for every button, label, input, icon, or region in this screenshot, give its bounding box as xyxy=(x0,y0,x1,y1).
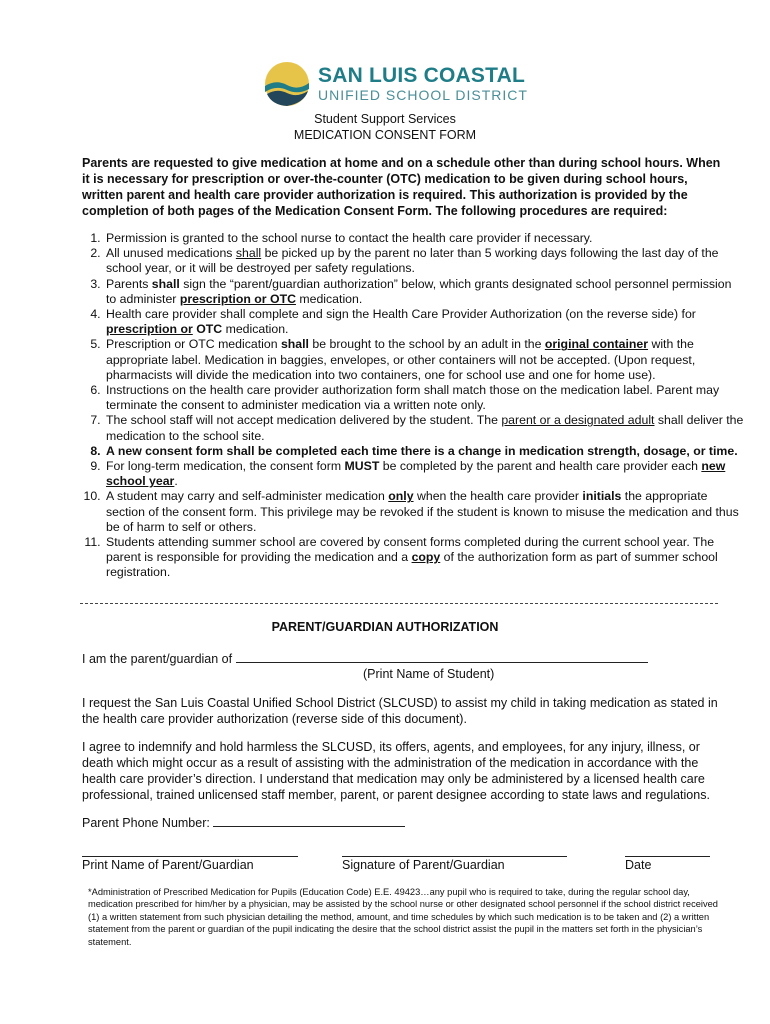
indemnify-paragraph: I agree to indemnify and hold harmless the SLCUSD, its offers, agents, and employees, for any injury, illness, or death which might occur as a result of assisting with the administration of the medication in accordance with the health care provider’s direction. I understand that medication may only be administered by a licensed health care professional, trained unlicensed staff member, parent, or parent designee according to state laws and regulations. xyxy=(82,740,710,802)
list-item: 6. Instructions on the health care provider authorization form shall match those on the medication label. Parent may terminate the consent to administer medication via a written note only. xyxy=(104,383,744,413)
logo-subtitle: UNIFIED SCHOOL DISTRICT xyxy=(318,87,528,103)
signature-field[interactable] xyxy=(342,855,567,857)
request-paragraph: I request the San Luis Coastal Unified School District (SLCUSD) to assist my child in taking medication as stated in the health care provider authorization (reverse side of this document). xyxy=(82,696,718,726)
print-name-field[interactable] xyxy=(82,855,298,857)
section-divider xyxy=(80,603,718,604)
list-item: 10. A student may carry and self-administer medication only when the health care provider initials the appropriate section of the consent form. This privilege may be revoked if the student is known to misuse the medication and thus be of harm to self or others. xyxy=(104,489,744,535)
date-label: Date xyxy=(625,858,652,872)
list-item: 11. Students attending summer school are covered by consent forms completed during the current school year. The parent is responsible for providing the medication and a copy of the authorization form as part of summer school registration. xyxy=(104,535,744,581)
list-item: 2. All unused medications shall be picked up by the parent no later than 5 working days following the last day of the school year, or it will be destroyed per safety regulations. xyxy=(104,246,744,276)
authorization-title: PARENT/GUARDIAN AUTHORIZATION xyxy=(271,620,499,634)
procedures-list xyxy=(82,231,744,581)
list-item: 8. A new consent form shall be completed each time there is a change in medication strength, dosage, or time. xyxy=(104,444,744,459)
education-code-footnote: *Administration of Prescribed Medication for Pupils (Education Code) E.E. 49423…any pupil who is required to take, during the regular school day, medication prescribed for him/her by a physician, may be assisted by the school nurse or other designated school personnel if the school district received (1) a written statement from such physician detailing the method, amount, and time schedules by which such medication is to be taken and (2) a written statement from the parent or guardian of the pupil indicating the desire that the school district assist the pupil in the matters set forth in the physician’s statement. xyxy=(88,887,718,947)
phone-label: Parent Phone Number: xyxy=(82,816,210,830)
list-item: 4. Health care provider shall complete and sign the Health Care Provider Authorization (on the reverse side) for prescription or OTC medication. xyxy=(104,307,744,337)
logo-title: SAN LUIS COASTAL xyxy=(318,64,525,87)
form-title: MEDICATION CONSENT FORM xyxy=(293,128,477,142)
date-field[interactable] xyxy=(625,855,710,857)
department-heading: Student Support Services xyxy=(314,112,456,126)
student-name-field[interactable] xyxy=(236,650,648,663)
list-item: 3. Parents shall sign the “parent/guardian authorization” below, which grants designated school personnel permission to administer prescription or OTC medication. xyxy=(104,277,744,307)
list-item: 5. Prescription or OTC medication shall be brought to the school by an adult in the original container with the appropriate label. Medication in baggies, envelopes, or other containers will not be accepted. (Upon request, pharmacists will divide the medication into two containers, one for school use and one for home use). xyxy=(104,337,744,383)
district-logo xyxy=(262,58,542,110)
list-item: 1. Permission is granted to the school nurse to contact the health care provider if necessary. xyxy=(104,231,744,246)
signature-label: Signature of Parent/Guardian xyxy=(342,858,505,872)
list-item: 7. The school staff will not accept medication delivered by the student. The parent or a designated adult shall deliver the medication to the school site. xyxy=(104,413,744,443)
phone-row xyxy=(82,814,722,831)
print-name-label: Print Name of Parent/Guardian xyxy=(82,858,254,872)
parent-of-label: I am the parent/guardian of xyxy=(82,652,233,666)
print-student-label: (Print Name of Student) xyxy=(363,667,495,681)
district-logo-icon xyxy=(262,59,312,109)
list-item: 9. For long-term medication, the consent form MUST be completed by the parent and health care provider each new school year. xyxy=(104,459,744,489)
phone-field[interactable] xyxy=(213,814,405,827)
student-name-row xyxy=(82,650,722,667)
intro-paragraph: Parents are requested to give medication at home and on a schedule other than during school hours. When it is necessary for prescription or over-the-counter (OTC) medication to be given during school hours, written parent and health care provider authorization is required. This authorization is provided by the completion of both pages of the Medication Consent Form. The following procedures are required: xyxy=(82,156,721,218)
